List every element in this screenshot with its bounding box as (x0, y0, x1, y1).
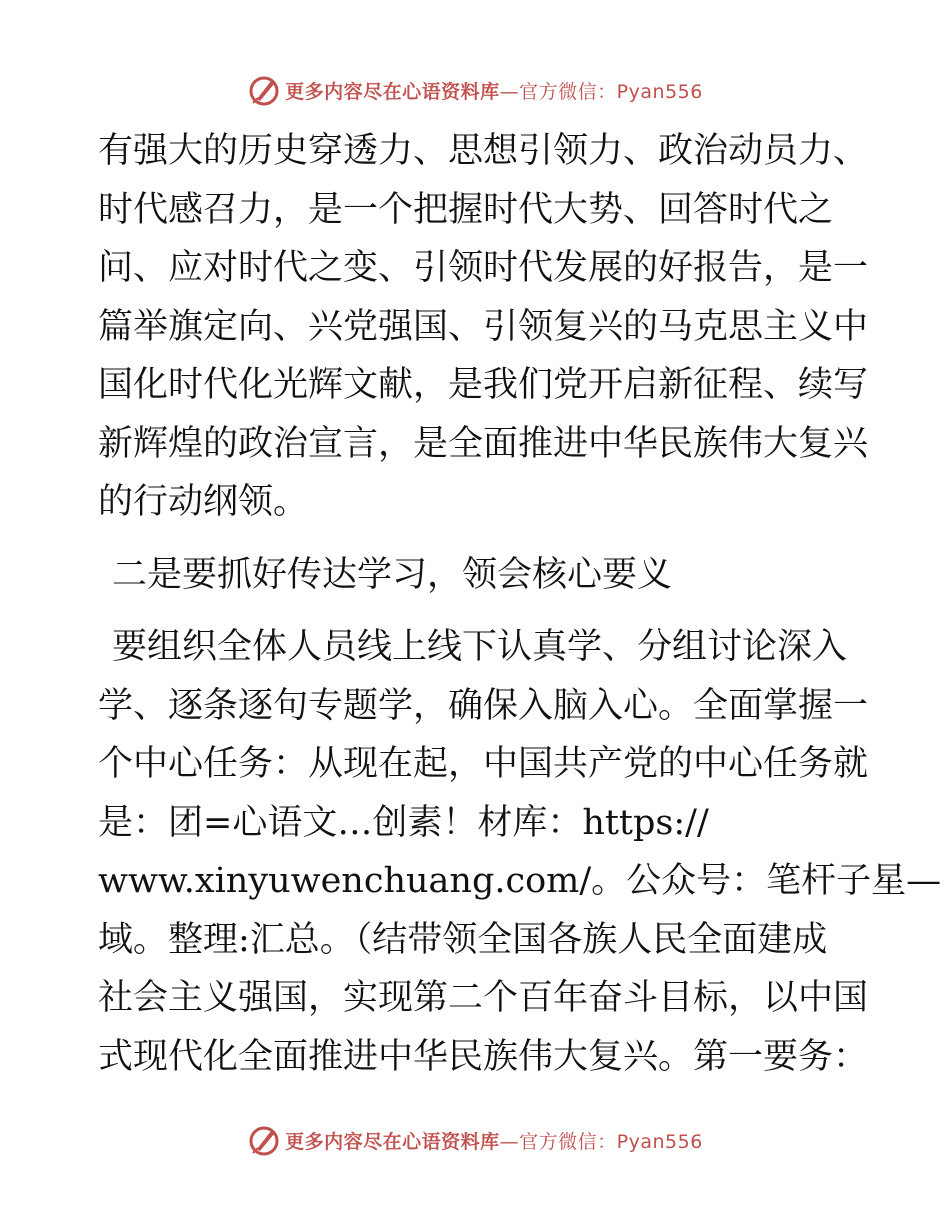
text-line: 新辉煌的政治宣言，是全面推进中华民族伟大复兴 (98, 423, 869, 464)
banner-wechat: 官方微信：Pyan556 (519, 1130, 703, 1153)
text-line: www.xinyuwenchuang.com/。公众号：笔杆子星— (98, 861, 942, 901)
banner-separator: — (499, 80, 520, 103)
text-line: 篇举旗定向、兴党强国、引领复兴的马克思主义中 (98, 306, 869, 347)
quill-logo-icon (247, 73, 281, 107)
text-line: 有强大的历史穿透力、思想引领力、政治动员力、 (98, 131, 869, 171)
text-line: 个中心任务：从现在起，中国共产党的中心任务就 (98, 744, 869, 784)
text-line: 学、逐条逐句专题学，确保入脑入心。全面掌握一 (98, 685, 869, 726)
text-line: 问、应对时代之变、引领时代发展的好报告，是一 (98, 248, 869, 288)
document-body (98, 122, 942, 1086)
header-banner (0, 70, 950, 110)
text-line: 社会主义强国，实现第二个百年奋斗目标，以中国 (98, 978, 869, 1018)
banner-separator: — (499, 1130, 520, 1153)
text-line: 是：团=心语文…创素！材库：https:// (98, 802, 709, 843)
text-line: 时代感召力，是一个把握时代大势、回答时代之 (98, 189, 834, 230)
text-line: 国化时代化光辉文献，是我们党开启新征程、续写 (98, 365, 869, 405)
banner-wechat: 官方微信：Pyan556 (519, 80, 703, 103)
text-line: 域。整理:汇总。（结带领全国各族人民全面建成 (98, 919, 828, 960)
text-line: 的行动纲领。 (98, 482, 309, 522)
paragraph-1 (98, 122, 869, 532)
banner-text (285, 77, 703, 104)
banner-title: 更多内容尽在心语资料库 (285, 1130, 500, 1153)
paragraph-2 (98, 618, 942, 1086)
text-line: 要组织全体人员线上线下认真学、分组讨论深入 (112, 627, 848, 667)
banner-title: 更多内容尽在心语资料库 (285, 80, 500, 103)
banner-text (285, 1127, 703, 1154)
text-line: 式现代化全面推进中华民族伟大复兴。第一要务： (98, 1036, 869, 1077)
quill-logo-icon (247, 1123, 281, 1157)
section-heading: 二是要抓好传达学习，领会核心要义 (112, 554, 673, 595)
footer-banner (0, 1120, 950, 1160)
